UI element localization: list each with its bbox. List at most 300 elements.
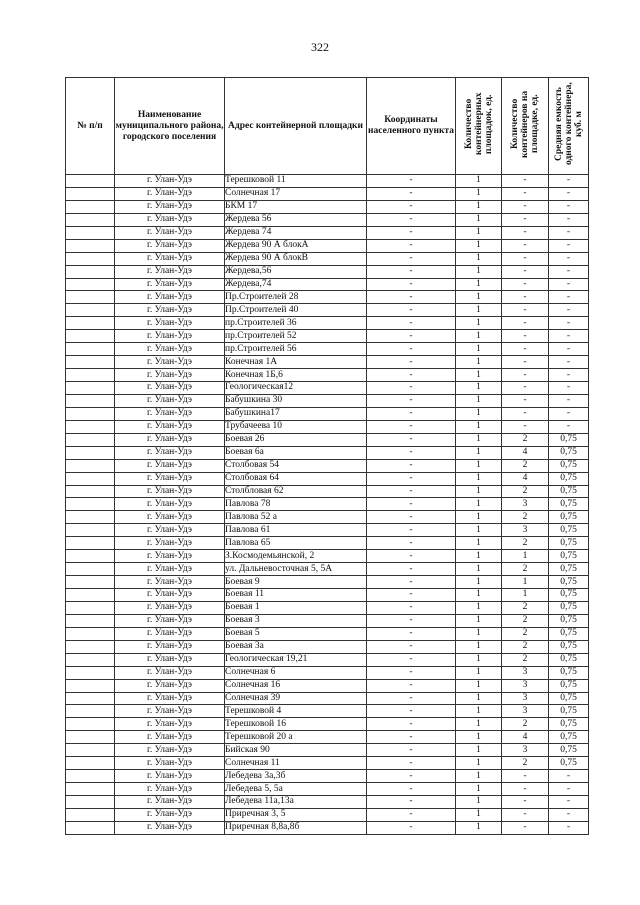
table-row <box>66 213 589 226</box>
cell-containers-count: 3 <box>502 692 549 705</box>
cell-address: Пр.Строителей 28 <box>225 291 367 304</box>
cell-sites-count: 1 <box>456 343 502 356</box>
cell-territory: г. Улан-Удэ <box>115 304 225 317</box>
cell-containers-count: 3 <box>502 679 549 692</box>
cell-avg-volume: 0,75 <box>549 640 589 653</box>
cell-territory: г. Улан-Удэ <box>115 666 225 679</box>
cell-address: Жердева 90 А блокВ <box>225 252 367 265</box>
cell-num <box>66 330 115 343</box>
cell-address: ул. Дальневосточная 5, 5А <box>225 563 367 576</box>
cell-territory: г. Улан-Удэ <box>115 200 225 213</box>
table-row <box>66 744 589 757</box>
cell-address: Павлова 78 <box>225 498 367 511</box>
cell-coordinates: - <box>367 433 456 446</box>
table-row <box>66 175 589 188</box>
cell-containers-count: - <box>502 239 549 252</box>
cell-sites-count: 1 <box>456 627 502 640</box>
cell-sites-count: 1 <box>456 576 502 589</box>
cell-territory: г. Улан-Удэ <box>115 563 225 576</box>
cell-containers-count: - <box>502 304 549 317</box>
cell-territory: г. Улан-Удэ <box>115 459 225 472</box>
cell-address: Жердева,74 <box>225 278 367 291</box>
cell-sites-count: 1 <box>456 757 502 770</box>
cell-avg-volume: 0,75 <box>549 511 589 524</box>
cell-avg-volume: 0,75 <box>549 459 589 472</box>
cell-num <box>66 718 115 731</box>
cell-num <box>66 563 115 576</box>
header-avg-volume: Средняя емкость одного контейнера, куб. м <box>549 78 589 175</box>
cell-coordinates: - <box>367 252 456 265</box>
cell-coordinates: - <box>367 187 456 200</box>
cell-address: Столбовая 54 <box>225 459 367 472</box>
table-row <box>66 718 589 731</box>
cell-territory: г. Улан-Удэ <box>115 796 225 809</box>
cell-coordinates: - <box>367 226 456 239</box>
cell-coordinates: - <box>367 821 456 834</box>
table-row <box>66 537 589 550</box>
cell-coordinates: - <box>367 705 456 718</box>
cell-containers-count: 2 <box>502 653 549 666</box>
cell-address: Пр.Строителей 40 <box>225 304 367 317</box>
cell-num <box>66 200 115 213</box>
table-row <box>66 420 589 433</box>
table-row <box>66 550 589 563</box>
cell-sites-count: 1 <box>456 382 502 395</box>
cell-coordinates: - <box>367 420 456 433</box>
cell-address: Бабушкина 30 <box>225 394 367 407</box>
cell-containers-count: - <box>502 382 549 395</box>
cell-containers-count: - <box>502 213 549 226</box>
table-row <box>66 330 589 343</box>
cell-coordinates: - <box>367 718 456 731</box>
table-row <box>66 472 589 485</box>
cell-sites-count: 1 <box>456 666 502 679</box>
cell-coordinates: - <box>367 394 456 407</box>
table-row <box>66 291 589 304</box>
table-row <box>66 369 589 382</box>
cell-sites-count: 1 <box>456 330 502 343</box>
cell-territory: г. Улан-Удэ <box>115 679 225 692</box>
cell-containers-count: 2 <box>502 627 549 640</box>
cell-address: Лебедева 3а,3б <box>225 770 367 783</box>
table-row <box>66 770 589 783</box>
cell-sites-count: 1 <box>456 356 502 369</box>
cell-avg-volume: - <box>549 407 589 420</box>
cell-avg-volume: 0,75 <box>549 614 589 627</box>
cell-coordinates: - <box>367 175 456 188</box>
cell-territory: г. Улан-Удэ <box>115 356 225 369</box>
cell-sites-count: 1 <box>456 640 502 653</box>
cell-territory: г. Улан-Удэ <box>115 343 225 356</box>
cell-territory: г. Улан-Удэ <box>115 576 225 589</box>
header-containers-count: Количество контейнеров на площадке, ед. <box>502 78 549 175</box>
cell-coordinates: - <box>367 343 456 356</box>
cell-num <box>66 653 115 666</box>
cell-num <box>66 239 115 252</box>
cell-sites-count: 1 <box>456 537 502 550</box>
cell-sites-count: 1 <box>456 718 502 731</box>
cell-containers-count: 3 <box>502 705 549 718</box>
cell-address: Боевая 1 <box>225 601 367 614</box>
cell-containers-count: 2 <box>502 757 549 770</box>
cell-avg-volume: - <box>549 265 589 278</box>
cell-address: Жердева 90 А блокА <box>225 239 367 252</box>
table-row <box>66 343 589 356</box>
page-number: 322 <box>311 40 329 54</box>
cell-containers-count: - <box>502 420 549 433</box>
cell-avg-volume: - <box>549 175 589 188</box>
cell-territory: г. Улан-Удэ <box>115 705 225 718</box>
cell-address: Конечная 1Б,6 <box>225 369 367 382</box>
cell-num <box>66 472 115 485</box>
cell-address: Приречная 3, 5 <box>225 808 367 821</box>
cell-avg-volume: 0,75 <box>549 679 589 692</box>
cell-avg-volume: 0,75 <box>549 576 589 589</box>
table-row <box>66 252 589 265</box>
cell-avg-volume: - <box>549 343 589 356</box>
cell-avg-volume: 0,75 <box>549 627 589 640</box>
table-row <box>66 731 589 744</box>
cell-sites-count: 1 <box>456 394 502 407</box>
cell-coordinates: - <box>367 601 456 614</box>
table-row <box>66 200 589 213</box>
cell-num <box>66 796 115 809</box>
cell-containers-count: 2 <box>502 485 549 498</box>
cell-coordinates: - <box>367 485 456 498</box>
cell-coordinates: - <box>367 550 456 563</box>
table-row <box>66 433 589 446</box>
cell-containers-count: 3 <box>502 666 549 679</box>
cell-address: Терешковой 11 <box>225 175 367 188</box>
cell-address: Столбловая 62 <box>225 485 367 498</box>
cell-avg-volume: 0,75 <box>549 485 589 498</box>
cell-coordinates: - <box>367 472 456 485</box>
cell-sites-count: 1 <box>456 226 502 239</box>
cell-num <box>66 394 115 407</box>
cell-sites-count: 1 <box>456 317 502 330</box>
cell-containers-count: - <box>502 175 549 188</box>
cell-address: Боевая 11 <box>225 589 367 602</box>
cell-address: Боевая 3 <box>225 614 367 627</box>
cell-containers-count: - <box>502 770 549 783</box>
table-row <box>66 627 589 640</box>
table-row <box>66 796 589 809</box>
cell-containers-count: 4 <box>502 472 549 485</box>
cell-territory: г. Улан-Удэ <box>115 239 225 252</box>
cell-address: Геологическая 19,21 <box>225 653 367 666</box>
cell-avg-volume: 0,75 <box>549 705 589 718</box>
cell-address: Бабушкина17 <box>225 407 367 420</box>
cell-sites-count: 1 <box>456 407 502 420</box>
cell-coordinates: - <box>367 511 456 524</box>
cell-avg-volume: - <box>549 420 589 433</box>
cell-territory: г. Улан-Удэ <box>115 265 225 278</box>
cell-territory: г. Улан-Удэ <box>115 783 225 796</box>
cell-avg-volume: - <box>549 783 589 796</box>
cell-territory: г. Улан-Удэ <box>115 770 225 783</box>
cell-coordinates: - <box>367 692 456 705</box>
cell-address: Солнечная 39 <box>225 692 367 705</box>
cell-sites-count: 1 <box>456 808 502 821</box>
cell-avg-volume: - <box>549 770 589 783</box>
cell-coordinates: - <box>367 278 456 291</box>
cell-sites-count: 1 <box>456 485 502 498</box>
cell-sites-count: 1 <box>456 304 502 317</box>
table-row <box>66 821 589 834</box>
cell-containers-count: - <box>502 821 549 834</box>
cell-territory: г. Улан-Удэ <box>115 808 225 821</box>
table-row <box>66 304 589 317</box>
cell-num <box>66 537 115 550</box>
cell-containers-count: - <box>502 808 549 821</box>
cell-sites-count: 1 <box>456 420 502 433</box>
cell-avg-volume: 0,75 <box>549 653 589 666</box>
table-row <box>66 666 589 679</box>
table-row <box>66 601 589 614</box>
cell-sites-count: 1 <box>456 278 502 291</box>
cell-sites-count: 1 <box>456 446 502 459</box>
cell-address: Павлова 65 <box>225 537 367 550</box>
cell-num <box>66 343 115 356</box>
cell-address: Жердева,56 <box>225 265 367 278</box>
cell-territory: г. Улан-Удэ <box>115 718 225 731</box>
cell-containers-count: 1 <box>502 589 549 602</box>
cell-avg-volume: 0,75 <box>549 692 589 705</box>
header-coordinates: Координаты населенного пункта <box>367 78 456 175</box>
cell-num <box>66 317 115 330</box>
cell-address: Солнечная 11 <box>225 757 367 770</box>
cell-num <box>66 498 115 511</box>
cell-address: Павлова 52 а <box>225 511 367 524</box>
cell-territory: г. Улан-Удэ <box>115 226 225 239</box>
cell-avg-volume: - <box>549 187 589 200</box>
cell-address: пр.Строителей 56 <box>225 343 367 356</box>
cell-address: Жердева 56 <box>225 213 367 226</box>
cell-territory: г. Улан-Удэ <box>115 472 225 485</box>
cell-address: пр.Строителей 52 <box>225 330 367 343</box>
cell-sites-count: 1 <box>456 213 502 226</box>
table-row <box>66 808 589 821</box>
cell-coordinates: - <box>367 330 456 343</box>
table-row <box>66 459 589 472</box>
cell-coordinates: - <box>367 537 456 550</box>
cell-sites-count: 1 <box>456 459 502 472</box>
cell-coordinates: - <box>367 446 456 459</box>
cell-territory: г. Улан-Удэ <box>115 369 225 382</box>
cell-num <box>66 770 115 783</box>
cell-avg-volume: 0,75 <box>549 731 589 744</box>
cell-sites-count: 1 <box>456 433 502 446</box>
cell-sites-count: 1 <box>456 511 502 524</box>
cell-num <box>66 304 115 317</box>
cell-containers-count: - <box>502 200 549 213</box>
cell-coordinates: - <box>367 627 456 640</box>
cell-num <box>66 589 115 602</box>
cell-territory: г. Улан-Удэ <box>115 330 225 343</box>
table-row <box>66 640 589 653</box>
cell-avg-volume: 0,75 <box>549 524 589 537</box>
cell-num <box>66 278 115 291</box>
cell-avg-volume: - <box>549 796 589 809</box>
cell-containers-count: - <box>502 252 549 265</box>
cell-address: З.Космодемьянской, 2 <box>225 550 367 563</box>
cell-territory: г. Улан-Удэ <box>115 627 225 640</box>
cell-sites-count: 1 <box>456 252 502 265</box>
cell-sites-count: 1 <box>456 653 502 666</box>
cell-coordinates: - <box>367 576 456 589</box>
cell-avg-volume: - <box>549 278 589 291</box>
cell-coordinates: - <box>367 239 456 252</box>
cell-num <box>66 226 115 239</box>
cell-avg-volume: 0,75 <box>549 757 589 770</box>
cell-sites-count: 1 <box>456 472 502 485</box>
cell-coordinates: - <box>367 265 456 278</box>
cell-address: Жердева 74 <box>225 226 367 239</box>
cell-address: Лебедева 11а,13а <box>225 796 367 809</box>
cell-territory: г. Улан-Удэ <box>115 187 225 200</box>
table-row <box>66 783 589 796</box>
cell-address: Столбовая 64 <box>225 472 367 485</box>
table-row <box>66 498 589 511</box>
cell-num <box>66 420 115 433</box>
cell-num <box>66 550 115 563</box>
cell-coordinates: - <box>367 304 456 317</box>
cell-avg-volume: - <box>549 356 589 369</box>
cell-sites-count: 1 <box>456 369 502 382</box>
cell-territory: г. Улан-Удэ <box>115 252 225 265</box>
cell-avg-volume: 0,75 <box>549 550 589 563</box>
cell-address: Павлова 61 <box>225 524 367 537</box>
cell-num <box>66 382 115 395</box>
cell-containers-count: 1 <box>502 576 549 589</box>
cell-sites-count: 1 <box>456 744 502 757</box>
cell-address: Трубачеева 10 <box>225 420 367 433</box>
cell-num <box>66 576 115 589</box>
cell-sites-count: 1 <box>456 291 502 304</box>
cell-territory: г. Улан-Удэ <box>115 614 225 627</box>
cell-avg-volume: 0,75 <box>549 744 589 757</box>
cell-avg-volume: - <box>549 369 589 382</box>
cell-territory: г. Улан-Удэ <box>115 537 225 550</box>
cell-coordinates: - <box>367 369 456 382</box>
table-row <box>66 757 589 770</box>
cell-sites-count: 1 <box>456 589 502 602</box>
cell-containers-count: - <box>502 291 549 304</box>
table-row <box>66 239 589 252</box>
cell-avg-volume: - <box>549 239 589 252</box>
cell-address: Геологическая12 <box>225 382 367 395</box>
cell-containers-count: 2 <box>502 511 549 524</box>
cell-territory: г. Улан-Удэ <box>115 394 225 407</box>
cell-containers-count: - <box>502 369 549 382</box>
header-address: Адрес контейнерной площадки <box>225 78 367 175</box>
cell-territory: г. Улан-Удэ <box>115 640 225 653</box>
cell-address: Солнечная 6 <box>225 666 367 679</box>
cell-territory: г. Улан-Удэ <box>115 589 225 602</box>
cell-containers-count: - <box>502 356 549 369</box>
cell-avg-volume: - <box>549 226 589 239</box>
cell-num <box>66 808 115 821</box>
cell-coordinates: - <box>367 640 456 653</box>
cell-avg-volume: 0,75 <box>549 718 589 731</box>
cell-coordinates: - <box>367 808 456 821</box>
cell-coordinates: - <box>367 200 456 213</box>
cell-address: Боевая 26 <box>225 433 367 446</box>
cell-sites-count: 1 <box>456 524 502 537</box>
cell-coordinates: - <box>367 744 456 757</box>
cell-containers-count: - <box>502 783 549 796</box>
cell-address: Боевая 5 <box>225 627 367 640</box>
cell-num <box>66 485 115 498</box>
header-sites-count: Количество контейнерных площадок, ед. <box>456 78 502 175</box>
cell-coordinates: - <box>367 407 456 420</box>
cell-territory: г. Улан-Удэ <box>115 407 225 420</box>
cell-coordinates: - <box>367 653 456 666</box>
cell-sites-count: 1 <box>456 821 502 834</box>
cell-containers-count: - <box>502 317 549 330</box>
cell-coordinates: - <box>367 459 456 472</box>
cell-avg-volume: 0,75 <box>549 498 589 511</box>
cell-coordinates: - <box>367 291 456 304</box>
cell-coordinates: - <box>367 524 456 537</box>
cell-address: пр.Строителей 36 <box>225 317 367 330</box>
cell-num <box>66 291 115 304</box>
cell-containers-count: - <box>502 278 549 291</box>
cell-territory: г. Улан-Удэ <box>115 498 225 511</box>
cell-containers-count: - <box>502 796 549 809</box>
cell-coordinates: - <box>367 770 456 783</box>
cell-containers-count: 4 <box>502 446 549 459</box>
cell-num <box>66 627 115 640</box>
cell-address: Бийская 90 <box>225 744 367 757</box>
cell-num <box>66 407 115 420</box>
cell-sites-count: 1 <box>456 563 502 576</box>
cell-coordinates: - <box>367 356 456 369</box>
cell-sites-count: 1 <box>456 783 502 796</box>
cell-address: Терешковой 4 <box>225 705 367 718</box>
cell-coordinates: - <box>367 317 456 330</box>
cell-sites-count: 1 <box>456 614 502 627</box>
table-row <box>66 356 589 369</box>
cell-containers-count: 2 <box>502 563 549 576</box>
cell-num <box>66 511 115 524</box>
cell-sites-count: 1 <box>456 679 502 692</box>
header-territory: Наименование муниципального района, городского поселения <box>115 78 225 175</box>
cell-address: Боевая 9 <box>225 576 367 589</box>
cell-containers-count: 4 <box>502 731 549 744</box>
cell-num <box>66 213 115 226</box>
cell-sites-count: 1 <box>456 175 502 188</box>
cell-territory: г. Улан-Удэ <box>115 821 225 834</box>
table-row <box>66 563 589 576</box>
cell-territory: г. Улан-Удэ <box>115 653 225 666</box>
cell-num <box>66 744 115 757</box>
cell-address: Солнечная 16 <box>225 679 367 692</box>
table-row <box>66 524 589 537</box>
cell-territory: г. Улан-Удэ <box>115 213 225 226</box>
cell-address: Конечная 1А <box>225 356 367 369</box>
table-row <box>66 614 589 627</box>
cell-sites-count: 1 <box>456 265 502 278</box>
cell-num <box>66 252 115 265</box>
cell-num <box>66 731 115 744</box>
cell-address: БКМ 17 <box>225 200 367 213</box>
cell-containers-count: 2 <box>502 640 549 653</box>
cell-num <box>66 705 115 718</box>
cell-num <box>66 459 115 472</box>
cell-territory: г. Улан-Удэ <box>115 317 225 330</box>
cell-num <box>66 524 115 537</box>
